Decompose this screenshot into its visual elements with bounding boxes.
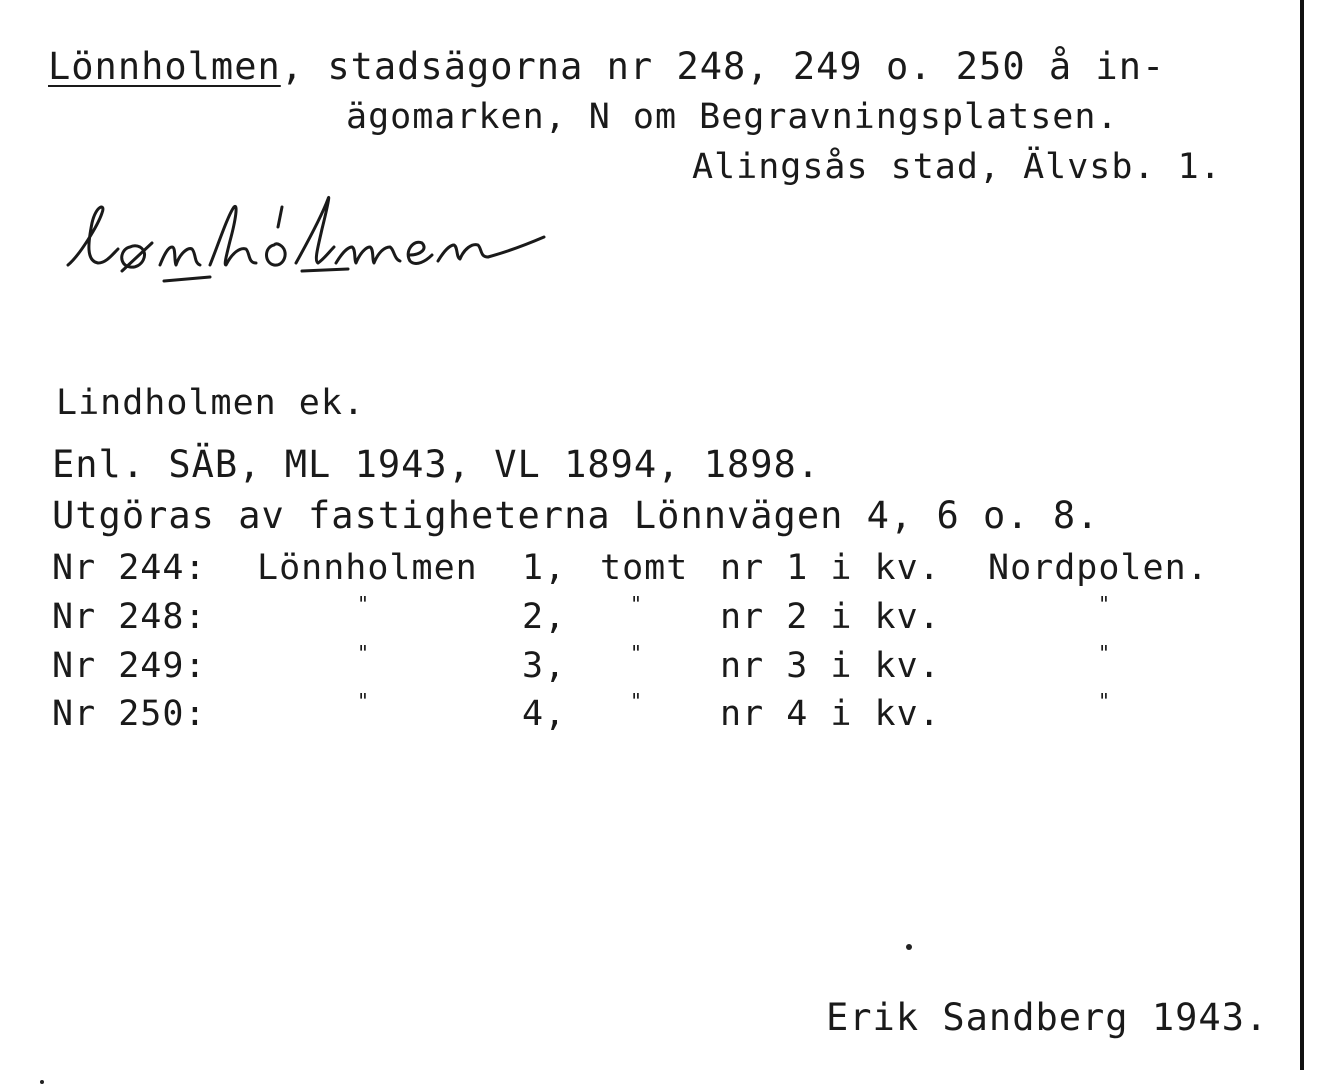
row-name-ditto: " [357, 641, 371, 665]
row-place-ditto: " [1098, 592, 1112, 616]
row-tomt-ditto: " [630, 641, 644, 665]
body-line-2: Enl. SÄB, ML 1943, VL 1894, 1898. [52, 443, 821, 486]
row-name-ditto: " [357, 592, 371, 616]
row-place-ditto: " [1098, 689, 1112, 713]
place-name-heading: Lönnholmen [48, 45, 281, 88]
header-line-3: Alingsås stad, Älvsb. 1. [692, 147, 1222, 187]
handwritten-annotation [60, 185, 640, 299]
header-line-2: ägomarken, N om Begravningsplatsen. [346, 97, 1119, 137]
row-kv: nr 4 i kv. [720, 694, 941, 734]
row-nr: Nr 250: [52, 694, 207, 734]
row-nr: Nr 249: [52, 646, 207, 686]
row-tomt-ditto: " [630, 592, 644, 616]
ink-speck [906, 944, 912, 950]
row-num: 1, [522, 548, 567, 588]
row-kv: nr 2 i kv. [720, 597, 941, 637]
row-place-ditto: " [1098, 641, 1112, 665]
header-line-1-rest: , stadsägorna nr 248, 249 o. 250 å in- [280, 45, 1166, 88]
signature: Erik Sandberg 1943. [826, 996, 1269, 1039]
row-name-ditto: " [357, 689, 371, 713]
ink-speck [40, 1080, 44, 1084]
body-line-3: Utgöras av fastigheterna Lönnvägen 4, 6 o. 8. [52, 494, 1100, 537]
handwriting-drawing [60, 185, 640, 295]
row-kv: nr 1 i kv. [720, 548, 941, 588]
row-num: 4, [522, 694, 567, 734]
row-tomt-ditto: " [630, 689, 644, 713]
row-name: Lönnholmen [257, 548, 478, 588]
row-num: 3, [522, 646, 567, 686]
row-tomt: tomt [600, 548, 689, 588]
card-edge-line [1300, 0, 1304, 1070]
row-place: Nordpolen. [988, 548, 1209, 588]
row-nr: Nr 248: [52, 597, 207, 637]
body-line-1: Lindholmen ek. [56, 383, 366, 423]
header-line-1 [48, 45, 1166, 88]
row-num: 2, [522, 597, 567, 637]
row-nr: Nr 244: [52, 548, 207, 588]
table-row [52, 689, 1112, 977]
row-kv: nr 3 i kv. [720, 646, 941, 686]
